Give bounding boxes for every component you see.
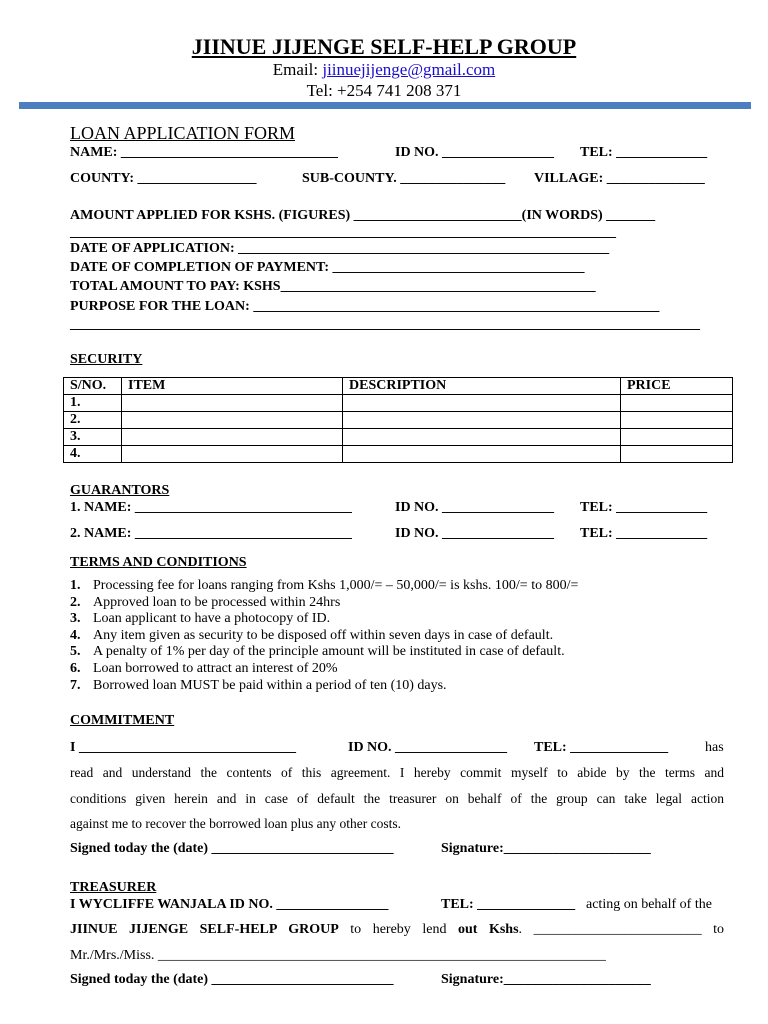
- table-row: [64, 412, 733, 429]
- term-number: 3.: [70, 611, 81, 627]
- term-number: 1.: [70, 578, 81, 593]
- table-row: [64, 395, 733, 412]
- term-text: Approved loan to be processed within 24hrs: [93, 594, 341, 610]
- guarantor-1-id-field[interactable]: ID NO. ________________: [395, 500, 555, 515]
- id-field[interactable]: ID NO. ________________: [395, 145, 555, 160]
- guarantor-1-tel-field[interactable]: TEL: _____________: [580, 500, 708, 515]
- amount-continuation-field[interactable]: ______________________________________________________________________________: [70, 225, 616, 240]
- treasurer-tel-field[interactable]: TEL: ______________: [441, 897, 576, 912]
- row-number: 1.: [64, 395, 122, 412]
- term-text: Loan applicant to have a photocopy of ID.: [93, 611, 331, 627]
- purpose-field[interactable]: PURPOSE FOR THE LOAN: __________________________________________________________: [70, 299, 660, 314]
- term-text: A penalty of 1% per day of the principle amount will be instituted in case of default.: [93, 644, 565, 660]
- table-row: [64, 446, 733, 463]
- guarantors-heading: GUARANTORS: [70, 483, 170, 498]
- term-number: 2.: [70, 594, 81, 610]
- date-of-completion-field[interactable]: DATE OF COMPLETION OF PAYMENT: ____________________________________: [70, 260, 585, 275]
- treasurer-signature-field[interactable]: Signature:_____________________: [441, 972, 651, 987]
- item-cell[interactable]: [122, 412, 343, 429]
- commitment-signed-date-field[interactable]: Signed today the (date) __________________________: [70, 841, 394, 856]
- treasurer-lend-line: [70, 921, 724, 938]
- guarantor-2-name-field[interactable]: 2. NAME: _______________________________: [70, 526, 352, 541]
- name-field[interactable]: NAME: _______________________________: [70, 145, 338, 160]
- out-kshs-text: out Kshs: [457, 922, 519, 937]
- borrower-name-field[interactable]: Mr./Mrs./Miss. ________________________________________________________________: [70, 948, 606, 963]
- email-link[interactable]: jiinuejijenge@gmail.com: [322, 60, 496, 79]
- commitment-signature-field[interactable]: Signature:_____________________: [441, 841, 651, 856]
- terms-list: [70, 578, 730, 694]
- security-table: [63, 377, 733, 463]
- term-text: Any item given as security to be disposed off within seven days in case of default.: [93, 627, 554, 643]
- amount-field[interactable]: AMOUNT APPLIED FOR KSHS. (FIGURES) ________________________(IN WORDS) _______: [70, 208, 656, 223]
- price-cell[interactable]: [621, 412, 733, 429]
- term-number: 6.: [70, 660, 81, 676]
- date-of-application-field[interactable]: DATE OF APPLICATION: _____________________________________________________: [70, 241, 610, 256]
- total-amount-field[interactable]: TOTAL AMOUNT TO PAY: KSHS_____________________________________________: [70, 279, 596, 294]
- security-heading: SECURITY: [70, 352, 143, 367]
- purpose-continuation-field[interactable]: __________________________________________________________________________________________: [70, 317, 700, 332]
- row-number: 4.: [64, 446, 122, 463]
- village-field[interactable]: VILLAGE: ______________: [534, 171, 705, 186]
- commitment-heading: COMMITMENT: [70, 713, 175, 728]
- guarantor-2-tel-field[interactable]: TEL: _____________: [580, 526, 708, 541]
- list-item: [70, 678, 730, 695]
- group-title: JIINUE JIJENGE SELF-HELP GROUP: [191, 34, 577, 59]
- term-number: 4.: [70, 627, 81, 643]
- price-cell[interactable]: [621, 429, 733, 446]
- item-cell[interactable]: [122, 395, 343, 412]
- county-field[interactable]: COUNTY: _________________: [70, 171, 257, 186]
- list-item: [70, 578, 730, 595]
- header-divider-bar: [19, 102, 751, 109]
- term-text: Borrowed loan MUST be paid within a period of ten (10) days.: [93, 677, 447, 693]
- terms-heading: TERMS AND CONDITIONS: [70, 555, 247, 570]
- row-number: 3.: [64, 429, 122, 446]
- tel-line: Tel: +254 741 208 371: [306, 81, 462, 100]
- commitment-name-field[interactable]: I _______________________________: [70, 740, 296, 755]
- commitment-id-field[interactable]: ID NO. ________________: [348, 740, 508, 755]
- column-header-item: ITEM: [122, 378, 343, 395]
- commitment-tel-field[interactable]: TEL: ______________: [534, 740, 669, 755]
- treasurer-signed-date-field[interactable]: Signed today the (date) __________________________: [70, 972, 394, 987]
- commitment-paragraph-line-2: conditions given herein and in case of default the treasurer on behalf of the group can take legal action: [70, 791, 724, 806]
- email-label: Email:: [272, 60, 323, 79]
- column-header-sno: S/NO.: [64, 378, 122, 395]
- term-number: 5.: [70, 644, 81, 660]
- price-cell[interactable]: [621, 395, 733, 412]
- commitment-paragraph-line-1: read and understand the contents of this agreement. I hereby commit myself to abide by the terms and: [70, 765, 724, 780]
- description-cell[interactable]: [343, 395, 621, 412]
- list-item: [70, 628, 730, 645]
- group-name-text: JIINUE JIJENGE SELF-HELP GROUP: [70, 922, 339, 937]
- item-cell[interactable]: [122, 429, 343, 446]
- commitment-has-text: has: [705, 740, 724, 755]
- column-header-description: DESCRIPTION: [343, 378, 621, 395]
- price-cell[interactable]: [621, 446, 733, 463]
- row-number: 2.: [64, 412, 122, 429]
- treasurer-heading: TREASURER: [70, 880, 157, 895]
- list-item: [70, 644, 730, 661]
- list-item: [70, 611, 730, 628]
- item-cell[interactable]: [122, 446, 343, 463]
- guarantor-1-name-field[interactable]: 1. NAME: _______________________________: [70, 500, 352, 515]
- commitment-paragraph-line-3: against me to recover the borrowed loan plus any other costs.: [70, 816, 402, 831]
- description-cell[interactable]: [343, 412, 621, 429]
- term-number: 7.: [70, 677, 81, 693]
- description-cell[interactable]: [343, 446, 621, 463]
- term-text: Loan borrowed to attract an interest of 20%: [93, 660, 338, 676]
- lend-text: to hereby lend: [350, 922, 458, 937]
- column-header-price: PRICE: [621, 378, 733, 395]
- kshs-amount-field[interactable]: . ________________________ to: [518, 922, 725, 937]
- table-row: [64, 429, 733, 446]
- tel-field[interactable]: TEL: _____________: [580, 145, 708, 160]
- guarantor-2-id-field[interactable]: ID NO. ________________: [395, 526, 555, 541]
- list-item: [70, 595, 730, 612]
- treasurer-name-id-field[interactable]: I WYCLIFFE WANJALA ID NO. ________________: [70, 897, 389, 912]
- treasurer-acting-text: acting on behalf of the: [586, 897, 712, 912]
- email-line: [0, 60, 768, 80]
- subcounty-field[interactable]: SUB-COUNTY. _______________: [302, 171, 506, 186]
- form-title: LOAN APPLICATION FORM: [70, 123, 296, 143]
- term-text: Processing fee for loans ranging from Kshs 1,000/= – 50,000/= is kshs. 100/= to 800/=: [93, 578, 579, 593]
- list-item: [70, 661, 730, 678]
- table-header-row: [64, 378, 733, 395]
- description-cell[interactable]: [343, 429, 621, 446]
